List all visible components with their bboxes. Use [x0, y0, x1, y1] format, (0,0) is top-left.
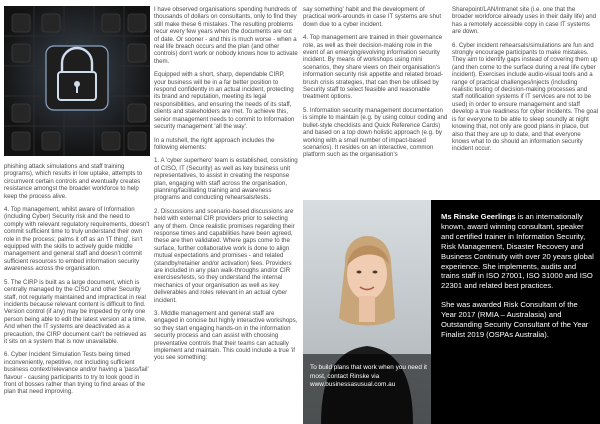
author-photo [303, 200, 431, 424]
paragraph: In a nutshell, the right approach includes the following elements: [154, 136, 275, 151]
bio-intro [441, 212, 595, 291]
paragraph: 3. Middle management and general staff are engaged in concise but highly interactive workshops, so they start engaging hands-on in the information security process and can assist with choosing preventative controls that their teams can actually implement and maintain. This could include a true 'if you see something: [154, 310, 298, 362]
padlock-keypad-icon [4, 6, 150, 156]
paragraph: 5. The CIRP is built as a large document, which is centrally managed by the CISO and other Security staff, not regularly maintained and impractical in real incidents because relevant content is difficult to find. Version control (if any) may be impeded by only one person being able to edit the latest version at a time. And when the IT systems are deactivated as a precaution, the CIRP document can't be retrieved as it sits on a system that is now unavailable. [4, 278, 147, 345]
article-column-3 [303, 6, 448, 165]
article-column-2 [154, 6, 298, 368]
paragraph: 4. Top management are trained in their governance role, as well as their decision-making role in the event of an emerging/evolving information security incident. By means of workshops using mini scenarios, they share views on their organisation's information security risk appetite and related broad-brush crisis strategies, that can then be utilised by Security staff to select feasible and reasonable treatment options. [303, 34, 443, 101]
paragraph: Equipped with a short, sharp, dependable CIRP, your business will be in a far better position to respond confidently in an actual incident, protecting its brand and reputation, meeting its legal responsibilities, and ensuring the needs of its staff, clients and stakeholders are met. To achieve this, senior management needs to commit to Information security management 'all the way'. [154, 71, 295, 131]
author-bio-panel [303, 200, 600, 424]
bio-awards: She was awarded Risk Consultant of the Year 2017 (RMIA – Australasia) and Outstanding Security Consultant of the Year Finalist 2019 (OSPAs Australia). [441, 300, 589, 339]
keypad-lock-image [4, 6, 150, 156]
paragraph: 6. Cyber Incident Simulation Tests being timed inconveniently, repetitive, not including sufficient business context/relevance and/or having a 'pass/fail' flavour - causing participants to try to look good in front of bosses rather than trying to find areas of the plan that need improving. [4, 351, 149, 396]
paragraph: 2. Discussions and scenario-based discussions are held with external CIR providers prior to selecting any of them. Once realistic promises regarding their response times and capabilities have been agreed, these are then validated. Where gaps come to the surface, further collaborative work is done to align mutual expectations and promises - and related (standby/retainer and/or activation) fees. Providers are included in any plan walk-throughs and/or CIR exercises/tests, so they understand the internal mechanics of your organisation as well as key deliverables and roles relevant in an actual cyber incident. [154, 207, 295, 304]
article-column-4 [452, 6, 598, 159]
paragraph: I have observed organisations spending hundreds of thousands of dollars on consultants, only to find they still make these 6 mistakes. The resulting problems recur every few years when the documents are out of date. Or sooner - and this is much worse - when a real life breach occurs and the plan (and other controls) don't work or nobody knows how to activate them. [154, 6, 298, 65]
paragraph: Sharepoint/LAN/Intranet site (i.e. one that the broader workforce already uses in their daily life) and has a remotely accessible copy in case IT systems are down. [452, 6, 597, 36]
paragraph: 6. Cyber incident rehearsals/simulations are fun and strongly encourage participants to make mistakes. They aim to identify gaps instead of covering them up (and then come to the surface during a real life cyber incident). Exercises include audio-visual tools and a range of practical challenges/injects (including realistic testing of decision-making processes and staff notification systems if IT services are not to be used) in order to ensure management and staff develop a true readiness for cyber incidents. The goal is for everyone to be able to sleep soundly at night knowing that, not only are good plans in place, but also that they are up to date, and that everyone knows what to do should an information security incident occur. [452, 41, 598, 153]
paragraph: 4. Top management, whilst aware of Information (including Cyber) Security risk and the need to comply with relevant regulatory requirements, doesn't commit sufficient time to truly understand their own role in the process; palms it off as an 'IT thing', isn't equipped with the skills to actively guide middle management and general staff and doesn't commit sufficient resources to embed information security awareness across the organisation. [4, 206, 150, 273]
author-name: Ms Rinske Geerlings [441, 212, 516, 221]
bio-text [441, 212, 595, 349]
article-column-1 [4, 163, 150, 402]
paragraph: say something' habit and the development of practical work-arounds in case IT systems are shut down due to a cyber incident. [303, 6, 442, 28]
paragraph: phishing attack simulations and staff training programs), which results in low uptake, attempts to circumvent certain controls and eventually creates resistance amongst the broader workforce to help keep the process alive. [4, 163, 143, 200]
contact-caption: To build plans that work when you need it most, contact Rinske via www.businessasusual.com.au [310, 364, 427, 389]
bio-intro-text: is an internationally known, award winning consultant, speaker and certified trainer in Information Security, Risk Management, Disaster Recovery and Business Continuity with over 20 years global experience. She implements, audits and trains staff in ISO 27001, ISO 31000 and ISO 22301 and related best practices. [441, 212, 594, 291]
paragraph: 5. Information security management documentation is simple to maintain (e.g. by using colour coding and bullet-style checklists and Quick Reference Cards) and based on a top down holistic approach (e.g. by working with a small number of impact-based scenarios). It resides on an interactive, common platform such as the organisation's [303, 106, 448, 159]
paragraph: 1. A 'cyber superhero' team is established, consisting of CISO, IT (Security) as well as key business unit representatives, to assist in creating the response plan, engaging with staff across the organisation, planning/facilitating training and awareness programs and conducting rehearsals/tests. [154, 157, 298, 202]
